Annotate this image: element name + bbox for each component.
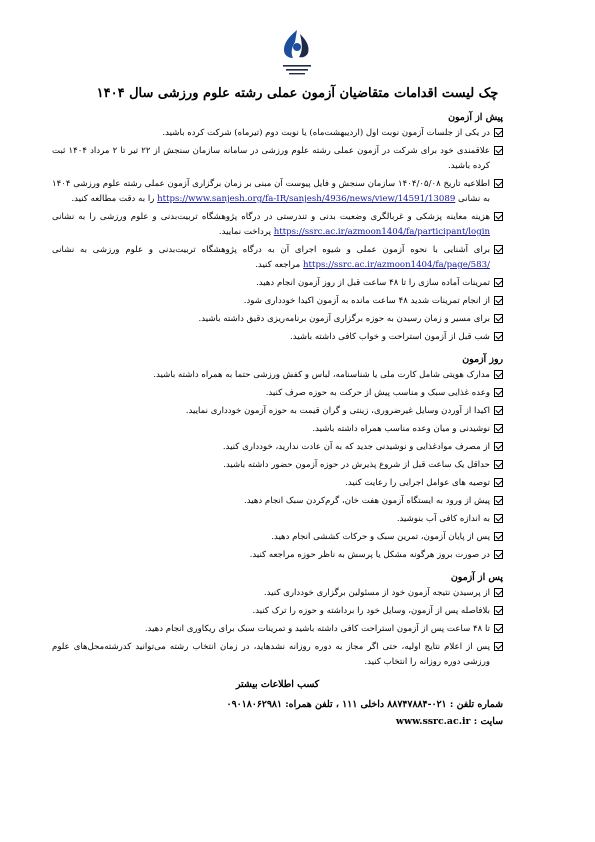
- checklist-item: [52, 440, 503, 455]
- checklist-item: [52, 586, 503, 601]
- exam-guide-page-link[interactable]: https://ssrc.ac.ir/azmoon1404/fa/page/583/: [303, 260, 490, 270]
- checklist-item-text: برای مسیر و زمان رسیدن به حوزه برگزاری آزمون برنامه‌ریزی دقیق داشته باشید.: [198, 314, 490, 324]
- checked-box-icon: [494, 296, 503, 305]
- section-heading: پس از آزمون: [450, 572, 503, 583]
- item-text-before-link: اطلاعیه تاریخ ۱۴۰۴/۰۵/۰۸ سازمان سنجش و فایل پیوست آن مبنی بر زمان برگزاری آزمون عملی رشته علوم ورزشی ۱۴۰۴ به نشانی: [52, 179, 490, 204]
- checklist-item: [52, 330, 503, 345]
- checklist-item-text: پس از پایان آزمون، تمرین سبک و حرکات کششی انجام دهید.: [271, 532, 490, 542]
- checked-box-icon: [494, 532, 503, 541]
- website-line: [52, 713, 503, 730]
- checklist-item: [52, 243, 503, 273]
- contact-info: [52, 677, 503, 730]
- checklist-item-text: در صورت بروز هرگونه مشکل یا پرسش به ناظر حوزه مراجعه کنید.: [249, 550, 490, 560]
- logo-caption-line: [286, 69, 308, 71]
- checklist-item: [52, 640, 503, 670]
- checklist-item-text: علاقمندی خود برای شرکت در آزمون عملی رشته علوم ورزشی در سامانه سازمان سنجش از ۲۲ تیر تا ۲ مرداد ۱۴۰۴ ثبت کرده باشید.: [52, 146, 490, 171]
- checklist-item: [52, 476, 503, 491]
- checklist-item-text: پیش از ورود به ایستگاه آزمون هفت خان، گرم‌کردن سبک انجام دهید.: [243, 496, 490, 506]
- website-label: سایت :: [473, 716, 503, 727]
- checklist-item-text: وعده غذایی سبک و مناسب پیش از حرکت به حوزه صرف کنید.: [265, 388, 490, 398]
- checklist-item-text: [52, 177, 490, 207]
- checklist-item-text: پس از اعلام نتایج اولیه، حتی اگر مجاز به دوره روزانه نشدهاید، در زمان انتخاب رشته می‌توانید کدرشته‌محل‌های علوم ورزشی دوره روزانه را انتخاب کنید.: [52, 642, 490, 667]
- checked-box-icon: [494, 179, 503, 188]
- checklist-item: [52, 530, 503, 545]
- checklist-item: [52, 548, 503, 563]
- checked-box-icon: [494, 406, 503, 415]
- checked-box-icon: [494, 496, 503, 505]
- checklist-item-text: از انجام تمرینات شدید ۴۸ ساعت مانده به آزمون اکیدا خودداری شود.: [243, 296, 490, 306]
- checked-box-icon: [494, 146, 503, 155]
- checklist-item-text: [52, 243, 490, 273]
- checked-box-icon: [494, 642, 503, 651]
- checked-box-icon: [494, 624, 503, 633]
- checklist-item: [52, 276, 503, 291]
- checklist-item: [52, 622, 503, 637]
- page-title: چک لیست اقدامات متقاضیان آزمون عملی رشته علوم ورزشی سال ۱۴۰۴: [96, 86, 499, 101]
- logo-head: [293, 43, 301, 51]
- checked-box-icon: [494, 278, 503, 287]
- checklist-item-text: از پرسیدن نتیجه آزمون خود از مسئولین برگزاری خودداری کنید.: [263, 588, 490, 598]
- item-text-after-link: پرداخت نمایید.: [218, 227, 274, 237]
- checked-box-icon: [494, 442, 503, 451]
- checklist-item: [52, 604, 503, 619]
- checked-box-icon: [494, 212, 503, 221]
- checklist-item-text: توصیه های عوامل اجرایی را رعایت کنید.: [345, 478, 490, 488]
- item-text-after-link: را به دقت مطالعه کنید.: [71, 194, 158, 204]
- checklist-item-text: تمرینات آماده سازی را تا ۴۸ ساعت قبل از روز آزمون انجام دهید.: [256, 278, 490, 288]
- checklist-item-text: مدارک هویتی شامل کارت ملی یا شناسنامه، لباس و کفش ورزشی حتما به همراه داشته باشید.: [153, 370, 490, 380]
- checklist-item: [52, 512, 503, 527]
- checklist-body: [52, 110, 503, 730]
- logo-caption-line: [289, 73, 305, 74]
- checked-box-icon: [494, 460, 503, 469]
- logo-caption-line: [283, 65, 311, 67]
- item-text-after-link: مراجعه کنید.: [255, 260, 303, 270]
- section-exam-day: [52, 352, 503, 563]
- checklist-item-text: شب قبل از آزمون استراحت و خواب کافی داشته باشید.: [290, 332, 490, 342]
- checklist-item: [52, 368, 503, 383]
- checked-box-icon: [494, 514, 503, 523]
- checklist-item: [52, 494, 503, 509]
- checked-box-icon: [494, 370, 503, 379]
- checklist-item-text: از مصرف موادغذایی و نوشیدنی جدید که به آن عادت ندارید، خودداری کنید.: [222, 442, 490, 452]
- participant-login-link[interactable]: https://ssrc.ac.ir/azmoon1404/fa/participant/login: [273, 227, 490, 237]
- section-heading: روز آزمون: [462, 354, 503, 365]
- institute-logo: [270, 26, 324, 80]
- checklist-item: [52, 458, 503, 473]
- checked-box-icon: [494, 314, 503, 323]
- website-value: www.ssrc.ac.ir: [395, 716, 471, 727]
- checklist-item-text: اکیدا از آوردن وسایل غیرضروری، زینتی و گران قیمت به حوزه آزمون خودداری نمایید.: [185, 406, 490, 416]
- phone-value: ۰۲۱-۸۸۷۴۷۸۸۴ داخلی ۱۱۱ ، تلفن همراه: ۰۹۰۱۸۰۶۲۹۸۱: [226, 699, 447, 710]
- checklist-item-text: تا ۴۸ ساعت پس از آزمون استراحت کافی داشته باشید و تمرینات سبک برای ریکاوری انجام دهید.: [144, 624, 490, 634]
- checklist-item-text: بلافاصله پس از آزمون، وسایل خود را برداشته و حوزه را ترک کنید.: [252, 606, 490, 616]
- checklist-item-text: نوشیدنی و میان وعده مناسب همراه داشته باشید.: [312, 424, 490, 434]
- item-text-before-link: برای آشنایی با نحوه آزمون عملی و شیوه اجرای آن به درگاه پژوهشگاه تربیت‌بدنی و علوم ورزشی به نشانی: [52, 245, 490, 255]
- item-text-before-link: هزینه معاینه پزشکی و غربالگری وضعیت بدنی و تندرستی در درگاه پژوهشگاه تربیت‌بدنی و علوم ورزشی را به نشانی: [52, 212, 490, 222]
- contact-title: کسب اطلاعات بیشتر: [235, 679, 320, 690]
- checklist-item: [52, 294, 503, 309]
- checked-box-icon: [494, 478, 503, 487]
- checklist-item-text: در یکی از جلسات آزمون نوبت اول (اردیبهشت‌ماه) یا نوبت دوم (تیرماه) شرکت کرده باشید.: [162, 128, 490, 138]
- checked-box-icon: [494, 606, 503, 615]
- checked-box-icon: [494, 245, 503, 254]
- checklist-item-text: [52, 210, 490, 240]
- checked-box-icon: [494, 550, 503, 559]
- checked-box-icon: [494, 388, 503, 397]
- checked-box-icon: [494, 424, 503, 433]
- section-before-exam: [52, 110, 503, 345]
- checklist-item-text: حداقل یک ساعت قبل از شروع پذیرش در حوزه آزمون حضور داشته باشید.: [223, 460, 490, 470]
- checklist-item: [52, 404, 503, 419]
- phone-label: شماره تلفن :: [449, 699, 503, 710]
- checklist-item: [52, 422, 503, 437]
- checklist-item: [52, 144, 503, 174]
- checked-box-icon: [494, 332, 503, 341]
- checklist-item: [52, 126, 503, 141]
- checklist-item: [52, 210, 503, 240]
- checked-box-icon: [494, 588, 503, 597]
- checklist-item: [52, 386, 503, 401]
- section-after-exam: [52, 570, 503, 670]
- phone-line: [52, 696, 503, 713]
- checklist-item-text: به اندازه کافی آب بنوشید.: [396, 514, 490, 524]
- checklist-item: [52, 177, 503, 207]
- sanjesh-news-link[interactable]: https://www.sanjesh.org/fa-IR/sanjesh/4936/news/view/14591/13089: [157, 194, 456, 204]
- checklist-item: [52, 312, 503, 327]
- checked-box-icon: [494, 128, 503, 137]
- section-heading: پیش از آزمون: [448, 112, 503, 123]
